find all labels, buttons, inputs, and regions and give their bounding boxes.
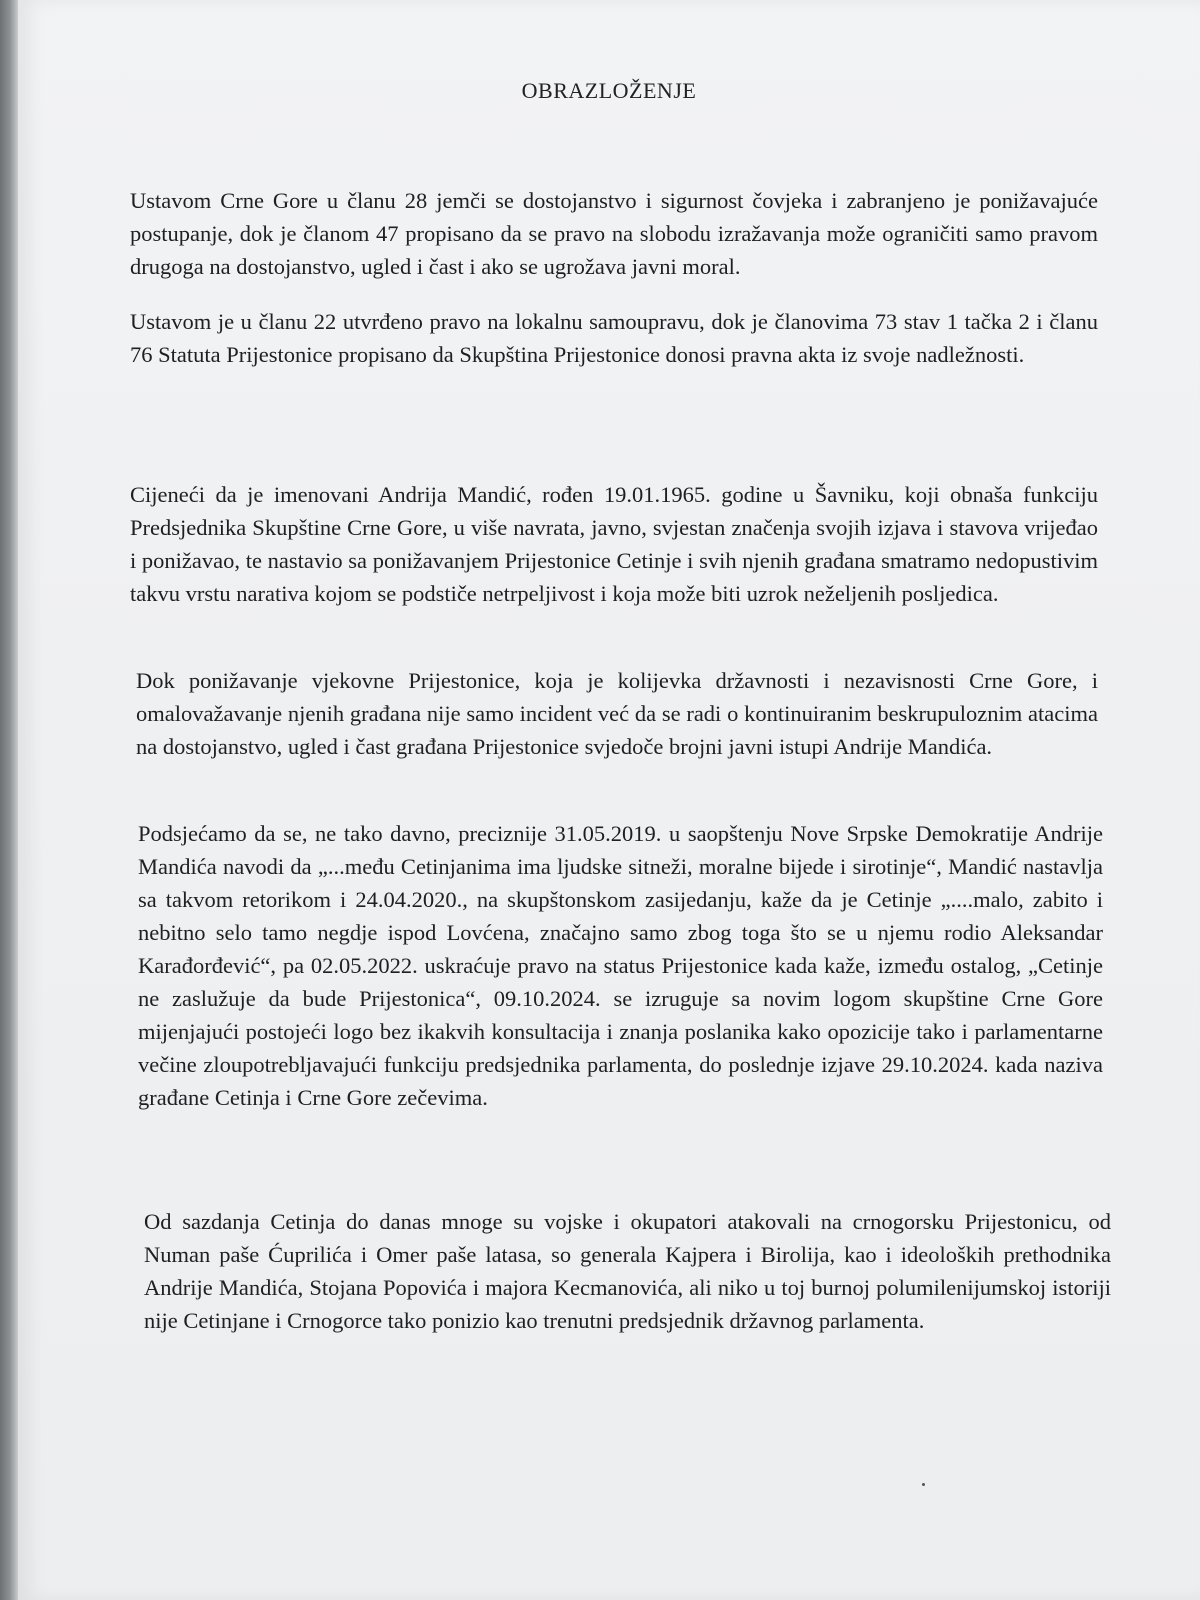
paper-sheet xyxy=(18,0,1200,1600)
paper-speck xyxy=(922,1483,925,1486)
paragraph-historical-context: Od sazdanja Cetinja do danas mnoge su vojske i okupatori atakovali na crnogorsku Prijestonicu, od Numan paše Ćuprilića i Omer paše latasa, so generala Kajpera i Birolija, kao i ideoloških prethodnika Andrije Mandića, Stojana Popovića i majora Kecmanovića, ali niko u toj burnoj polumilenijumskoj istoriji nije Cetinjane i Crnogorce tako ponizio kao trenutni predsjednik državnog parlamenta. xyxy=(144,1209,1111,1333)
paragraph-humiliation-of-capital: Dok ponižavanje vjekovne Prijestonice, koja je kolijevka državnosti i nezavisnosti Crne Gore, i omalovažavanje njenih građana nije samo incident već da se radi o kontinuiranim beskrupuloznim atacima na dostojanstvo, ugled i čast građana Prijestonice svjedoče brojni javni istupi Andrije Mandića. xyxy=(136,668,1098,759)
document-body xyxy=(18,0,1200,1600)
paragraph-andrija-mandic: Cijeneći da je imenovani Andrija Mandić, rođen 19.01.1965. godine u Šavniku, koji obnaša funkciju Predsjednika Skupštine Crne Gore, u više navrata, javno, svjestan značenja svojih izjava i stavova vrijeđao i ponižavao, te nastavio sa ponižavanjem Prijestonice Cetinje i svih njenih građana smatramo nedopustivim takvu vrstu narativa kojom se podstiče netrpeljivost i koja može biti uzrok neželjenih posljedica. xyxy=(130,482,1098,606)
document-title: OBRAZLOŽENJE xyxy=(521,78,697,103)
paragraph-public-statements-timeline: Podsjećamo da se, ne tako davno, preciznije 31.05.2019. u saopštenju Nove Srpske Demokratije Andrije Mandića navodi da „...među Cetinjanima ima ljudske sitneži, moralne bijede i sirotinje“, Mandić nastavlja sa takvom retorikom i 24.04.2020., na skupštonskom zasijedanju, kaže da je Cetinje „....malo, zabito i nebitno selo tamo negdje ispod Lovćena, značajno samo zbog toga što se u njemu rodio Aleksandar Karađorđević“, pa 02.05.2022. uskraćuje pravo na status Prijestonice kada kaže, između ostalog, „Cetinje ne zaslužuje da bude Prijestonica“, 09.10.2024. se izruguje sa novim logom skupštine Crne Gore mijenjajući postojeći logo bez ikakvih konsultacija i znanja poslanika kako opozicije tako i parlamentarne večine zloupotrebljavajući funkciju predsjednika parlamenta, do poslednje izjave 29.10.2024. kada naziva građane Cetinja i Crne Gore zečevima. xyxy=(138,821,1103,1110)
paragraph-constitution-articles-28-47: Ustavom Crne Gore u članu 28 jemči se dostojanstvo i sigurnost čovjeka i zabranjeno je ponižavajuće postupanje, dok je članom 47 propisano da se pravo na slobodu izražavanja može ograničiti samo pravom drugoga na dostojanstvo, ugled i čast i ako se ugrožava javni moral. xyxy=(130,188,1098,279)
paragraph-local-self-government: Ustavom je u članu 22 utvrđeno pravo na lokalnu samoupravu, dok je članovima 73 stav 1 tačka 2 i članu 76 Statuta Prijestonice propisano da Skupština Prijestonice donosi pravna akta iz svoje nadležnosti. xyxy=(130,309,1098,367)
